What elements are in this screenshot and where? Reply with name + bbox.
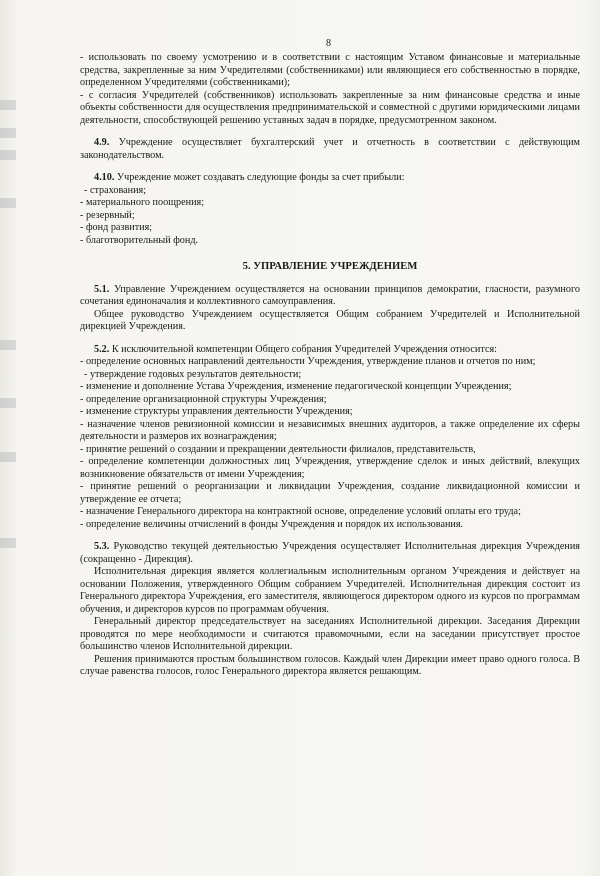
clause-text: Учреждение может создавать следующие фонды за счет прибыли: <box>114 172 405 183</box>
section-heading: 5. УПРАВЛЕНИЕ УЧРЕЖДЕНИЕМ <box>242 261 418 272</box>
list-item: - материального поощрения; <box>80 197 205 208</box>
list-item: - изменение структуры управления деятельности Учреждения; <box>80 406 353 417</box>
list-item: - назначение Генерального директора на контрактной основе, определение условий оплаты его труда; <box>80 506 521 517</box>
list-item: - назначение членов ревизионной комиссии и независимых внешних аудиторов, а также определение их сферы деятельности и размеров их вознаграждения; <box>80 418 580 442</box>
list-item: - определение организационной структуры Учреждения; <box>80 393 327 405</box>
list-item: - благотворительный фонд. <box>80 234 199 246</box>
clause-text: Руководство текущей деятельностью Учреждения осуществляет Исполнительная дирекция Учреждения (сокращенно - Дирекция). <box>80 541 580 565</box>
margin-bleed-mark <box>0 150 16 160</box>
paragraph: Общее руководство Учреждением осуществляется Общим собранием Учредителей и Исполнительной дирекцией Учреждения. <box>80 308 580 332</box>
paragraph: - с согласия Учредителей (собственников) использовать закрепленные за ним финансовые средства и иные объекты собственности для осуществления предпринимательской и совместной с другими юридическими лицами деятельности, способствующей решению уставных задач в порядке, предусмотренном законом. <box>80 89 580 126</box>
paragraph: Генеральный директор председательствует на заседаниях Исполнительной дирекции. Заседания Дирекции проводятся по мере необходимости и считаются правомочными, если на заседании присутствует простое большинство членов Исполнительной дирекции. <box>80 616 580 652</box>
margin-bleed-mark <box>0 452 16 462</box>
clause-text: К исключительной компетенции Общего собрания Учредителей Учреждения относится: <box>109 343 497 355</box>
clause-number: 5.1. <box>94 283 110 295</box>
margin-bleed-mark <box>0 100 16 110</box>
list-item: - определение величины отчислений в фонды Учреждения и порядок их использования. <box>80 518 464 530</box>
list-item: - страхования; <box>84 184 147 196</box>
margin-bleed-mark <box>0 128 16 138</box>
margin-bleed-mark <box>0 198 16 208</box>
paragraph: Исполнительная дирекция является коллегиальным исполнительным органом Учреждения и действует на основании Положения, утвержденного Общим собранием Учредителей. Исполнительная дирекция состоит из Генерального директора Учреждения, его заместителя, являющегося директором одного из курсов по программам обучения, и директоров курсов по программам обучения. <box>80 566 580 615</box>
margin-bleed-mark <box>0 398 16 408</box>
clause-number: 4.9. <box>94 137 110 148</box>
clause-number: 5.2. <box>94 343 110 355</box>
page-number: 8 <box>326 38 331 49</box>
paragraph: - использовать по своему усмотрению и в соответствии с настоящим Уставом финансовые и материальные средства, закрепленные за ним Учредителями (собственниками) или являющиеся его собственностью в порядке, определенном Учредителями (собственниками); <box>80 52 580 88</box>
competence-list <box>80 356 580 531</box>
clause-text: Управление Учреждением осуществляется на основании принципов демократии, гласности, разумного сочетания единоначалия и коллективного самоуправления. <box>80 283 580 307</box>
funds-list <box>80 185 580 248</box>
margin-bleed-mark <box>0 340 16 350</box>
list-item: - принятие решений о создании и прекращении деятельности филиалов, представительств, <box>80 443 476 455</box>
clause-text: Учреждение осуществляет бухгалтерский учет и отчетность в соответствии с действующим законодательством. <box>80 137 580 161</box>
clause-number: 5.3. <box>94 541 110 552</box>
clause-4-10 <box>80 172 580 185</box>
clause-4-9 <box>80 137 580 162</box>
list-item: - определение компетенции должностных лиц Учреждения, утверждение сделок и иных действий, влекущих возникновение обязательств от имени Учреждения; <box>80 456 580 480</box>
clause-5-2 <box>80 344 580 357</box>
list-item: - принятие решений о реорганизации и ликвидации Учреждения, создание ликвидационной комиссии и утверждение ее отчета; <box>80 481 580 505</box>
list-item: - фонд развития; <box>80 222 153 233</box>
list-item: - изменение и дополнение Устава Учреждения, изменение педагогической концепции Учреждения; <box>80 381 512 392</box>
margin-bleed-mark <box>0 538 16 548</box>
clause-5-1 <box>80 284 580 309</box>
paragraph: Решения принимаются простым большинством голосов. Каждый член Дирекции имеет право одного голоса. В случае равенства голосов, голос Генерального директора является решающим. <box>80 653 580 677</box>
list-item: - определение основных направлений деятельности Учреждения, утверждение планов и отчетов по ним; <box>80 356 536 367</box>
document-body <box>80 38 580 679</box>
list-item: - утверждение годовых результатов деятельности; <box>84 368 302 380</box>
clause-number: 4.10. <box>94 172 115 183</box>
list-item: - резервный; <box>80 209 135 221</box>
clause-5-3 <box>80 541 580 566</box>
